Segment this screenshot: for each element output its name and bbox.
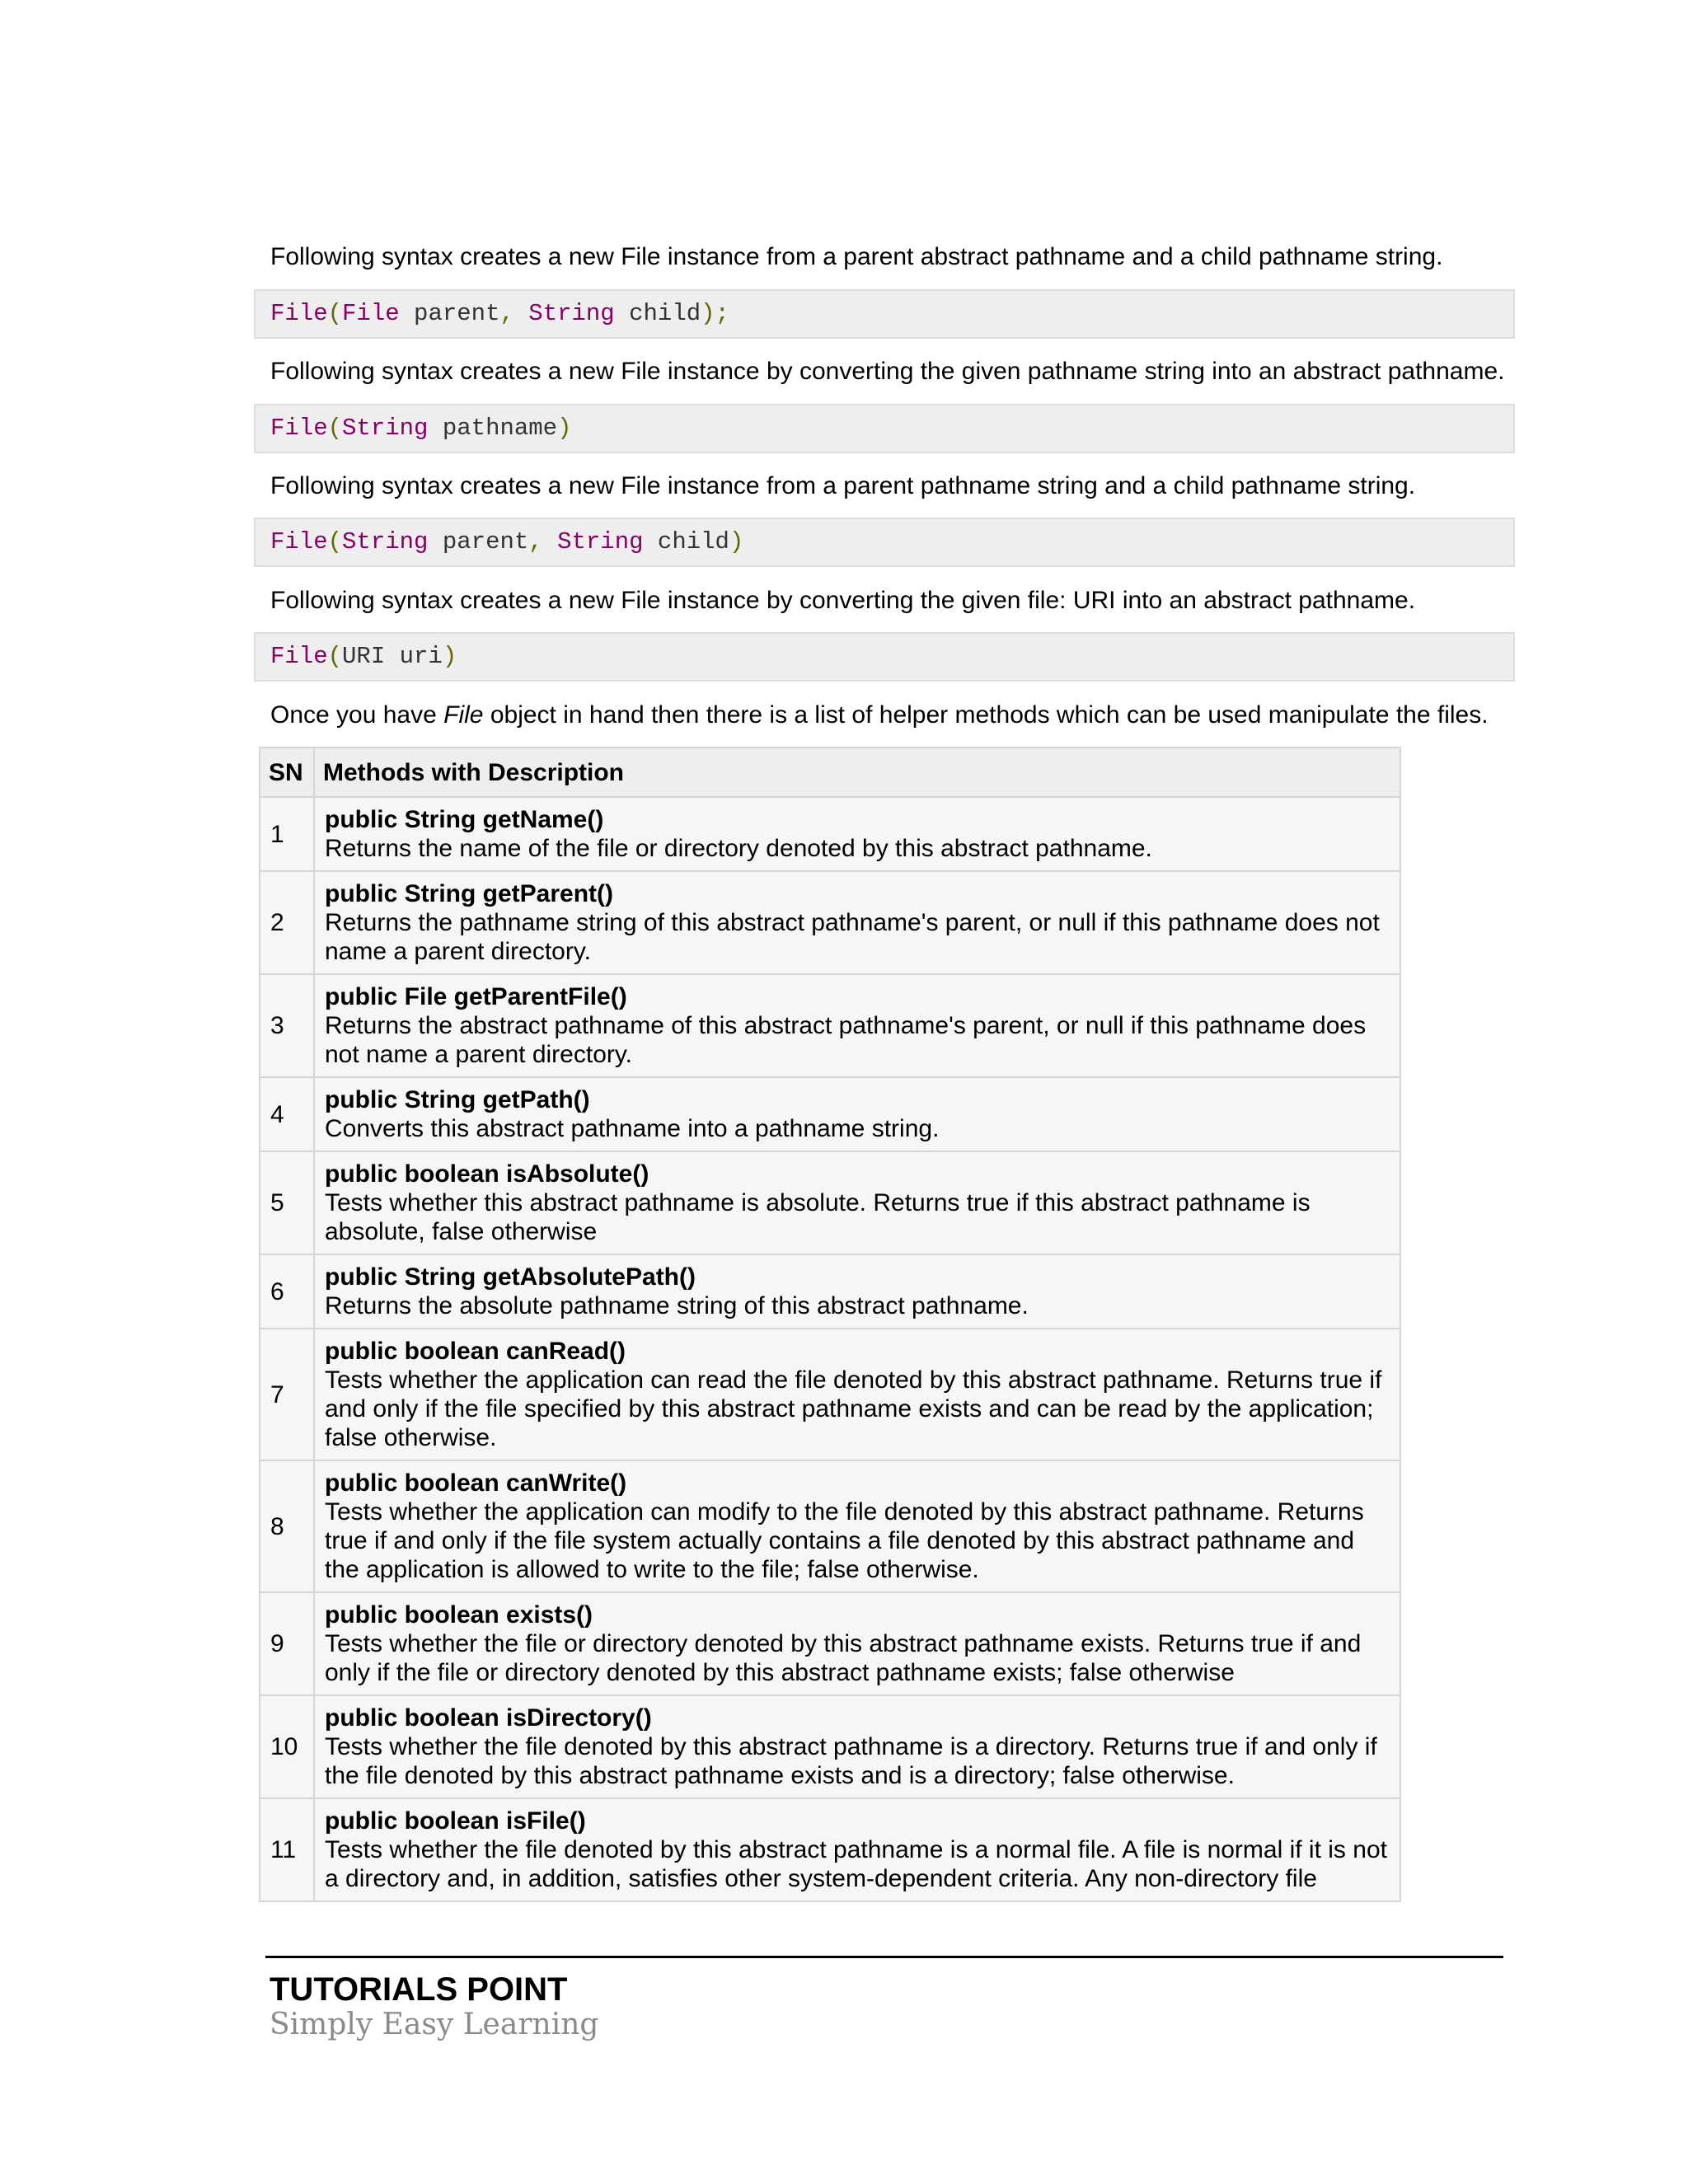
method-description: Tests whether the application can read the file denoted by this abstract pathname. Returns true if and only if the file specified by this abstract pathname exists and can be read by the application; false otherwise. bbox=[325, 1366, 1382, 1451]
method-signature: public String getName() bbox=[325, 806, 604, 833]
row-sn: 9 bbox=[260, 1592, 314, 1695]
footer-brand: TUTORIALS POINT bbox=[270, 1971, 568, 2008]
row-method-cell bbox=[314, 974, 1400, 1077]
row-method-cell bbox=[314, 1460, 1400, 1592]
row-sn: 1 bbox=[260, 797, 314, 871]
method-signature: public boolean isDirectory() bbox=[325, 1704, 652, 1732]
row-sn: 5 bbox=[260, 1151, 314, 1254]
row-method-cell bbox=[314, 797, 1400, 871]
code-block-4: File(URI uri) bbox=[254, 632, 1515, 682]
table-row bbox=[260, 797, 1400, 871]
method-description: Tests whether the application can modify to the file denoted by this abstract pathname. Returns true if and only if the file system actually contains a file denoted by this abstract pathname and the application is allowed to write to the file; false otherwise. bbox=[325, 1498, 1364, 1583]
method-signature: public String getParent() bbox=[325, 880, 614, 907]
syntax-description-3: Following syntax creates a new File instance from a parent pathname string and a child pathname string. bbox=[270, 472, 1416, 499]
code-block-3: File(String parent, String child) bbox=[254, 518, 1515, 567]
method-signature: public File getParentFile() bbox=[325, 983, 627, 1010]
method-signature: public String getAbsolutePath() bbox=[325, 1263, 696, 1291]
syntax-description-1: Following syntax creates a new File instance from a parent abstract pathname and a child pathname string. bbox=[270, 243, 1443, 270]
code-ctor: File bbox=[270, 300, 328, 327]
table-row bbox=[260, 1151, 1400, 1254]
row-sn: 6 bbox=[260, 1254, 314, 1329]
row-method-cell bbox=[314, 1077, 1400, 1151]
table-row bbox=[260, 871, 1400, 974]
method-description: Tests whether the file denoted by this abstract pathname is a normal file. A file is normal if it is not a directory and, in addition, satisfies other system-dependent criteria. Any non-directory file bbox=[325, 1836, 1387, 1892]
table-row bbox=[260, 1592, 1400, 1695]
row-method-cell bbox=[314, 1254, 1400, 1329]
method-signature: public boolean canRead() bbox=[325, 1338, 626, 1365]
row-method-cell bbox=[314, 1695, 1400, 1798]
table-row bbox=[260, 1798, 1400, 1901]
method-description: Tests whether the file denoted by this abstract pathname is a directory. Returns true if and only if the file denoted by this abstract pathname exists and is a directory; false otherwise. bbox=[325, 1733, 1377, 1789]
method-description: Tests whether this abstract pathname is absolute. Returns true if this abstract pathname is absolute, false otherwise bbox=[325, 1189, 1311, 1245]
table-row bbox=[260, 1460, 1400, 1592]
methods-table bbox=[259, 747, 1401, 1902]
row-method-cell bbox=[314, 1592, 1400, 1695]
table-row bbox=[260, 1695, 1400, 1798]
intro-emphasis: File bbox=[443, 701, 484, 729]
row-method-cell bbox=[314, 1329, 1400, 1460]
row-sn: 8 bbox=[260, 1460, 314, 1592]
method-description: Returns the absolute pathname string of this abstract pathname. bbox=[325, 1292, 1029, 1319]
table-row bbox=[260, 1077, 1400, 1151]
syntax-description-4: Following syntax creates a new File instance by converting the given file: URI into an abstract pathname. bbox=[270, 587, 1416, 614]
intro-paragraph: Once you have File object in hand then there is a list of helper methods which can be used manipulate the files. bbox=[270, 701, 1489, 729]
method-signature: public boolean isAbsolute() bbox=[325, 1160, 649, 1188]
methods-table-body bbox=[260, 797, 1400, 1901]
row-method-cell bbox=[314, 1798, 1400, 1901]
method-description: Converts this abstract pathname into a pathname string. bbox=[325, 1115, 940, 1142]
row-sn: 2 bbox=[260, 871, 314, 974]
footer-tagline: Simply Easy Learning bbox=[270, 2008, 599, 2041]
method-signature: public boolean exists() bbox=[325, 1601, 593, 1629]
row-sn: 3 bbox=[260, 974, 314, 1077]
row-sn: 10 bbox=[260, 1695, 314, 1798]
table-row bbox=[260, 1254, 1400, 1329]
header-methods: Methods with Description bbox=[314, 748, 1400, 797]
row-sn: 11 bbox=[260, 1798, 314, 1901]
method-signature: public String getPath() bbox=[325, 1086, 590, 1113]
method-signature: public boolean canWrite() bbox=[325, 1469, 627, 1497]
header-sn: SN bbox=[260, 748, 314, 797]
code-block-1: File(File parent, String child); bbox=[254, 289, 1515, 339]
row-method-cell bbox=[314, 871, 1400, 974]
method-description: Returns the name of the file or directory denoted by this abstract pathname. bbox=[325, 835, 1152, 862]
row-sn: 4 bbox=[260, 1077, 314, 1151]
table-row bbox=[260, 1329, 1400, 1460]
row-sn: 7 bbox=[260, 1329, 314, 1460]
code-block-2: File(String pathname) bbox=[254, 404, 1515, 453]
method-description: Tests whether the file or directory denoted by this abstract pathname exists. Returns true if and only if the file or directory denoted by this abstract pathname exists; false otherwise bbox=[325, 1630, 1362, 1686]
row-method-cell bbox=[314, 1151, 1400, 1254]
table-row bbox=[260, 974, 1400, 1077]
footer-divider bbox=[265, 1956, 1503, 1958]
method-description: Returns the abstract pathname of this abstract pathname's parent, or null if this pathname does not name a parent directory. bbox=[325, 1012, 1367, 1068]
table-header-row bbox=[260, 748, 1400, 797]
method-description: Returns the pathname string of this abstract pathname's parent, or null if this pathname does not name a parent directory. bbox=[325, 909, 1380, 965]
syntax-description-2: Following syntax creates a new File instance by converting the given pathname string into an abstract pathname. bbox=[270, 358, 1505, 385]
method-signature: public boolean isFile() bbox=[325, 1807, 586, 1835]
